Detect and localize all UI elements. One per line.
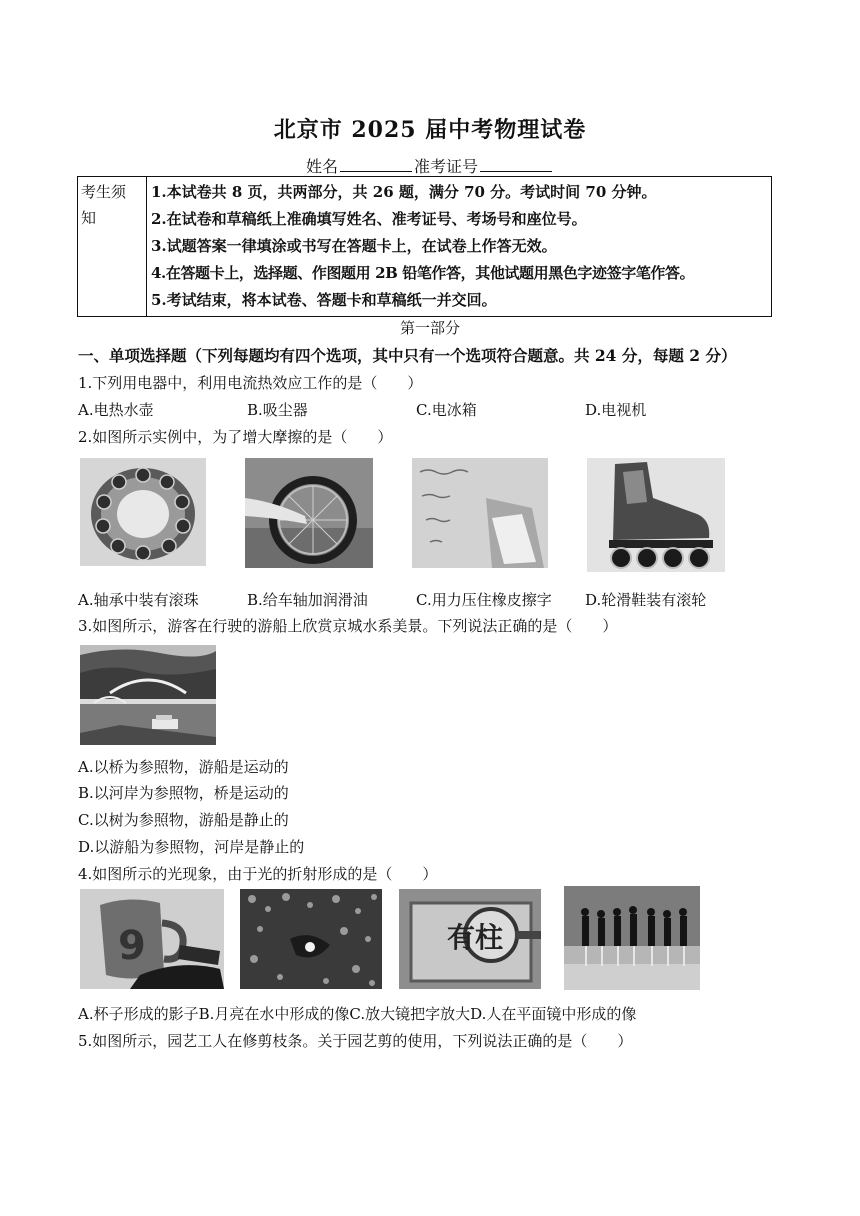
name-label: 姓名 [305,157,338,176]
q3-option-a: A.以桥为参照物，游船是运动的 [78,758,289,776]
id-blank [480,156,552,172]
notice-item: 1.本试卷共 8 页，共两部分，共 26 题，满分 70 分。考试时间 70 分钟。 [151,183,657,201]
eraser-photo-icon [412,458,548,568]
notice-header: 考生须知 [78,177,147,317]
river-bridge-photo-icon [80,645,216,745]
q3-option-c: C.以树为参照物，游船是静止的 [78,811,289,829]
question-2-stem: 2.如图所示实例中，为了增大摩擦的是（ ） [78,428,393,446]
question-4-stem: 4.如图所示的光现象，由于光的折射形成的是（ ） [78,865,438,883]
magnifier-photo-icon [399,889,541,989]
notice-item: 3.试题答案一律填涂或书写在答题卡上，在试卷上作答无效。 [151,237,557,255]
q2-option-b: B.给车轴加润滑油 [247,591,368,609]
page-title: 北京市 2025 届中考物理试卷 [273,117,587,143]
q2-option-d: D.轮滑鞋装有滚轮 [585,591,707,609]
question-1-stem: 1.下列用电器中，利用电流热效应工作的是（ ） [78,374,423,392]
notice-item: 2.在试卷和草稿纸上准确填写姓名、准考证号、考场号和座位号。 [151,210,587,228]
question-3-stem: 3.如图所示，游客在行驶的游船上欣赏京城水系美景。下列说法正确的是（ ） [78,617,618,635]
mirror-dancers-photo-icon [564,886,700,990]
bearing-photo-icon [80,458,206,566]
q1-option-c: C.电冰箱 [416,401,477,419]
bicycle-wheel-photo-icon [245,458,373,568]
notice-item: 4.在答题卡上，选择题、作图题用 2B 铅笔作答，其他试题用黑色字迹签字笔作答。 [151,264,695,282]
q1-option-b: B.吸尘器 [247,401,308,419]
magnified-text: 有柱 [447,921,504,954]
name-blank [340,156,412,172]
notice-item: 5.考试结束，将本试卷、答题卡和草稿纸一并交回。 [151,291,497,309]
q3-option-d: D.以游船为参照物，河岸是静止的 [78,838,305,856]
candidate-info-line [0,154,860,177]
q2-option-c: C.用力压住橡皮擦字 [416,591,552,609]
roller-skate-photo-icon [587,458,725,572]
svg-text:9: 9 [118,923,146,969]
q4-options: A.杯子形成的影子B.月亮在水中形成的像C.放大镜把字放大D.人在平面镜中形成的像 [78,1005,637,1023]
question-5-stem: 5.如图所示，园艺工人在修剪枝条。关于园艺剪的使用，下列说法正确的是（ ） [78,1032,633,1050]
id-label: 准考证号 [414,157,479,176]
notice-items [147,177,772,317]
q1-option-d: D.电视机 [585,401,647,419]
cup-shadow-photo-icon [80,889,224,989]
section-title: 一、单项选择题（下列每题均有四个选项，其中只有一个选项符合题意。共 24 分，每题 2 分） [78,346,737,365]
q2-option-a: A.轴承中装有滚珠 [78,591,199,609]
q1-option-a: A.电热水壶 [78,401,154,419]
part-title: 第一部分 [399,319,460,337]
exam-notice-table [77,176,772,317]
moon-water-photo-icon [240,889,382,989]
q3-option-b: B.以河岸为参照物，桥是运动的 [78,784,289,802]
